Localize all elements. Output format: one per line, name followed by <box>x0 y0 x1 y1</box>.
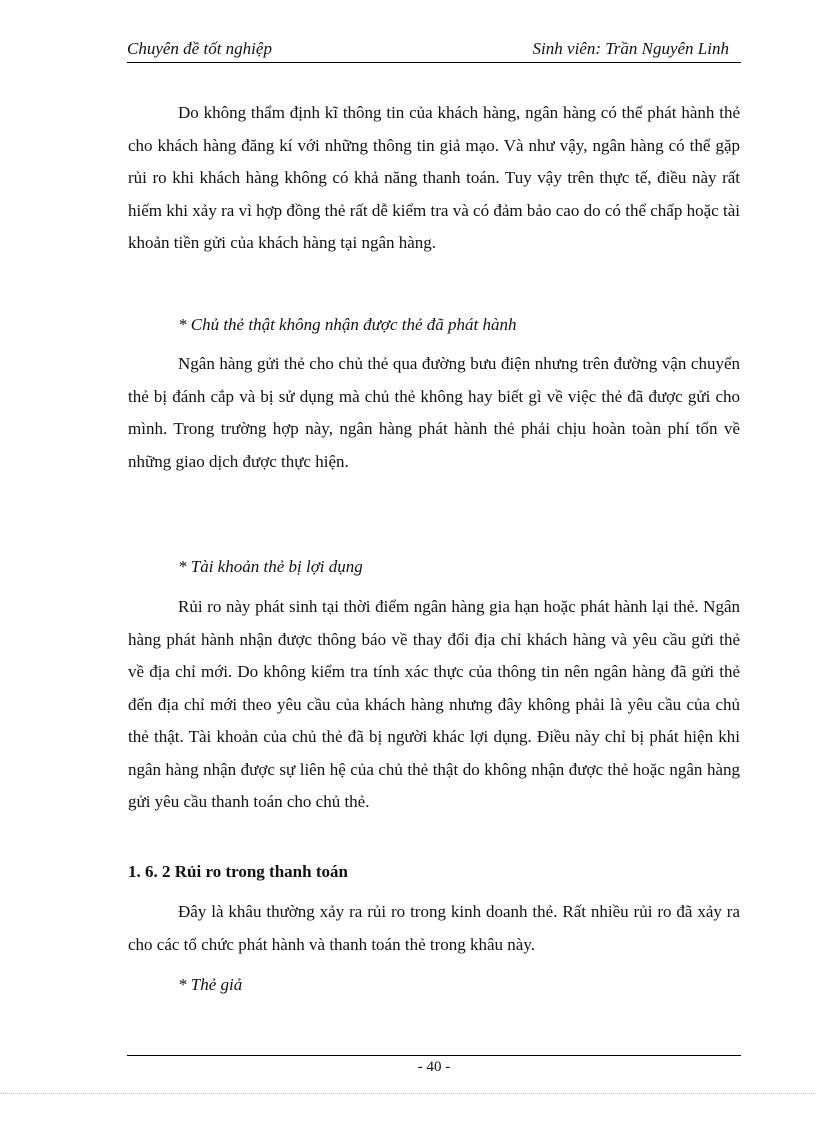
subheading-card-not-received: * Chủ thẻ thật không nhận được thẻ đã phát hành <box>178 315 517 334</box>
paragraph-card-stolen-in-transit: Ngân hàng gửi thẻ cho chủ thẻ qua đường bưu điện nhưng trên đường vận chuyển thẻ bị đánh cắp và bị sử dụng mà chủ thẻ không hay biết gì về việc thẻ đã được gửi cho mình. Trong trường hợp này, ngân hàng phát hành thẻ phải chịu hoàn toàn phí tổn về những giao dịch được thực hiện. <box>128 354 740 471</box>
subheading-counterfeit-card: * Thẻ giả <box>178 975 243 994</box>
header-student-name: Sinh viên: Trần Nguyên Linh <box>532 39 729 58</box>
page-number: - 40 - <box>417 1059 451 1075</box>
paragraph-payment-risk: Đây là khâu thường xảy ra rủi ro trong kinh doanh thẻ. Rất nhiều rủi ro đã xảy ra cho các tổ chức phát hành và thanh toán thẻ trong khâu này. <box>128 902 740 954</box>
paragraph-account-misuse-details: Rủi ro này phát sinh tại thời điểm ngân hàng gia hạn hoặc phát hành lại thẻ. Ngân hàng phát hành nhận được thông báo về thay đổi địa chỉ khách hàng và yêu cầu gửi thẻ về địa chỉ mới. Do không kiểm tra tính xác thực của thông tin nên ngân hàng đã gửi thẻ đến địa chỉ mới theo yêu cầu của khách hàng nhưng đây không phải là yêu cầu của chủ thẻ thật. Tài khoản của chủ thẻ đã bị người khác lợi dụng. Điều này chỉ bị phát hiện khi ngân hàng nhận được sự liên hệ của chủ thẻ thật do không nhận được thẻ hoặc ngân hàng gửi yêu cầu thanh toán cho chủ thẻ. <box>128 597 740 811</box>
section-heading-payment-risk: 1. 6. 2 Rủi ro trong thanh toán <box>128 862 348 881</box>
page-bottom-edge <box>0 1093 816 1094</box>
page-header <box>127 36 741 63</box>
paragraph-unverified-customer-info: Do không thẩm định kĩ thông tin của khách hàng, ngân hàng có thể phát hành thẻ cho khách hàng đăng kí với những thông tin giả mạo. Và như vậy, ngân hàng có thể gặp rủi ro khi khách hàng không có khả năng thanh toán. Tuy vậy trên thực tế, điều này rất hiếm khi xảy ra vì hợp đồng thẻ rất dễ kiểm tra và có đảm bảo cao do có thể chấp hoặc tài khoản tiền gửi của khách hàng tại ngân hàng. <box>128 103 740 252</box>
header-document-title: Chuyên đề tốt nghiệp <box>127 39 272 58</box>
subheading-account-misused: * Tài khoản thẻ bị lợi dụng <box>178 557 363 576</box>
